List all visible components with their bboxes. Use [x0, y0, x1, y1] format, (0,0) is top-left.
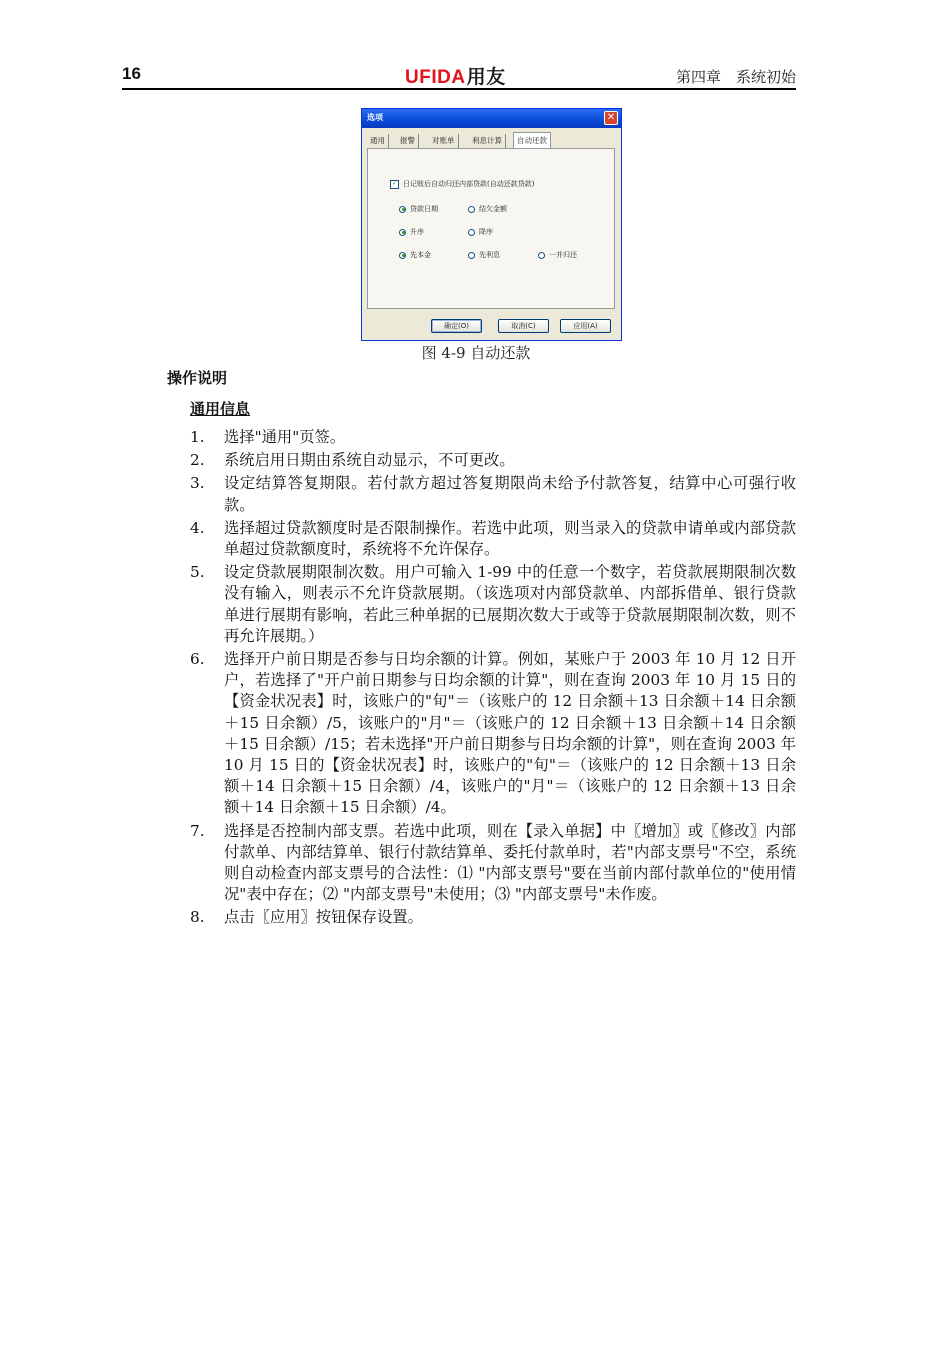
item-number: 7. — [190, 821, 205, 840]
item-text: 点击〖应用〗按钮保存设置。 — [224, 908, 423, 927]
radio-label: 贷款日期 — [410, 205, 438, 213]
tab-statement[interactable]: 对账单 — [429, 134, 459, 148]
list-item — [190, 450, 796, 471]
tab-interest[interactable]: 利息计算 — [469, 134, 506, 148]
tab-auto-repay[interactable]: 自动还款 — [513, 132, 551, 149]
section-title: 操作说明 — [167, 369, 228, 387]
radio-label: 先利息 — [479, 251, 500, 259]
item-text: 系统启用日期由系统自动显示，不可更改。 — [224, 451, 515, 470]
radio-off-icon — [468, 229, 475, 236]
logo-text: UFIDA — [405, 67, 466, 88]
ufida-logo — [405, 62, 506, 89]
radio-off-icon — [468, 252, 475, 259]
header-rule — [122, 88, 796, 90]
item-number: 5. — [190, 563, 205, 582]
radio-descending[interactable] — [468, 227, 493, 237]
page-number: 16 — [122, 64, 141, 83]
radio-label: 先本金 — [410, 251, 431, 259]
radio-ascending[interactable] — [399, 227, 424, 237]
radio-on-icon — [399, 229, 406, 236]
list-item — [190, 821, 796, 906]
page-header — [122, 62, 796, 90]
apply-button[interactable]: 应用(A) — [560, 319, 611, 333]
radio-label: 降序 — [479, 228, 493, 236]
radio-on-icon — [399, 252, 406, 259]
radio-label: 升序 — [410, 228, 424, 236]
item-number: 3. — [190, 474, 205, 493]
item-number: 8. — [190, 908, 205, 927]
logo-cn: 用友 — [466, 67, 506, 88]
list-item — [190, 907, 796, 928]
radio-label: 结欠金额 — [479, 205, 507, 213]
radio-loan-date[interactable] — [399, 204, 438, 214]
item-number: 2. — [190, 451, 205, 470]
item-text: 设定结算答复期限。若付款方超过答复期限尚未给予付款答复，结算中心可强行收款。 — [224, 474, 796, 514]
item-text: 选择"通用"页签。 — [224, 428, 346, 446]
tab-panel — [367, 148, 615, 309]
checkbox-checked-icon: ✓ — [391, 179, 398, 187]
list-item — [190, 649, 796, 819]
list-item — [190, 562, 796, 647]
ok-button[interactable]: 确定(O) — [431, 319, 482, 333]
item-text: 选择是否控制内部支票。若选中此项，则在【录入单据】中〖增加〗或〖修改〗内部付款单、内部结算单、银行付款结算单、委托付款单时，若"内部支票号"不空，系统则自动检查内部支票号的合法性：⑴ "内部支票号"要在当前内部付款单位的"使用情况"表中存在；⑵ "内部支票号"未使用；⑶ "内部支票号"未作废。 — [224, 821, 796, 904]
list-item — [190, 473, 796, 515]
dialog-titlebar[interactable] — [362, 109, 621, 128]
radio-interest-first[interactable] — [468, 250, 500, 260]
radio-label: 一并归还 — [549, 251, 577, 259]
checkbox-label: 日记账后自动归还内部贷款(自动还款贷款) — [403, 180, 535, 188]
figure-caption: 图 4-9 自动还款 — [421, 344, 531, 362]
item-text: 选择开户前日期是否参与日均余额的计算。例如，某账户于 2003 年 10 月 12 日开户，若选择了"开户前日期参与日均余额的计算"，则在查询 2003 年 10 月 15 日的【资金状况表】时，该账户的"旬"＝（该账户的 12 日余额＋13 日余额＋14 日余额＋15 日余额）/5，该账户的"月"＝（该账户的 12 日余额＋13 日余额＋14 日余额＋15 日余额）/15；若未选择"开户前日期参与日均余额的计算"，则在查询 2003 年 10 月 15 日的【资金状况表】时，该账户的"旬"＝（该账户的 12 日余额＋13 日余额＋14 日余额＋15 日余额）/4，该账户的"月"＝（该账户的 12 日余额＋13 日余额＋14 日余额＋15 日余额）/4。 — [224, 650, 796, 817]
radio-on-icon — [399, 206, 406, 213]
close-button[interactable]: ✕ — [604, 111, 618, 125]
radio-principal-first[interactable] — [399, 250, 431, 260]
dialog-title: 选项 — [367, 113, 383, 122]
options-dialog — [361, 108, 622, 341]
radio-balance[interactable] — [468, 204, 507, 214]
instruction-list — [190, 427, 796, 929]
auto-repay-checkbox[interactable] — [390, 179, 534, 189]
tab-alarm[interactable]: 报警 — [397, 134, 419, 148]
item-text: 选择超过贷款额度时是否限制操作。若选中此项，则当录入的贷款申请单或内部贷款单超过贷款额度时，系统将不允许保存。 — [224, 518, 796, 559]
item-number: 1. — [190, 428, 205, 446]
item-text: 设定贷款展期限制次数。用户可输入 1-99 中的任意一个数字，若贷款展期限制次数没有输入，则表示不允许贷款展期。（该选项对内部贷款单、内部拆借单、银行贷款单进行展期有影响，若此三种单据的已展期次数大于或等于贷款展期限制次数，则不再允许展期。） — [224, 563, 796, 645]
radio-off-icon — [538, 252, 545, 259]
radio-repay-together[interactable] — [538, 250, 577, 260]
item-number: 4. — [190, 518, 205, 537]
tab-general[interactable]: 通用 — [367, 134, 389, 148]
item-number: 6. — [190, 650, 205, 669]
list-item — [190, 518, 796, 560]
cancel-button[interactable]: 取消(C) — [498, 319, 549, 333]
radio-off-icon — [468, 206, 475, 213]
list-item — [190, 427, 796, 448]
chapter-title: 第四章 系统初始 — [675, 68, 796, 86]
subsection-title: 通用信息 — [190, 400, 251, 418]
